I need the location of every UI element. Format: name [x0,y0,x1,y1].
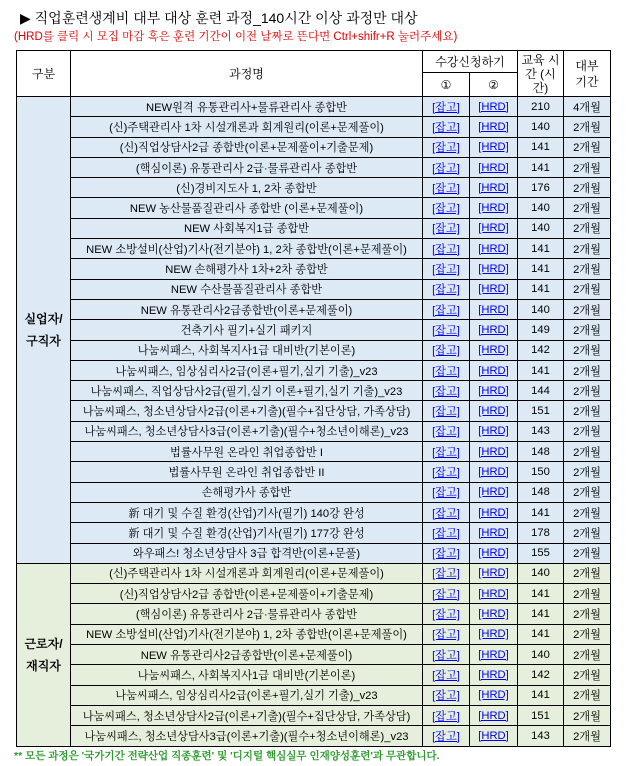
jobgo-cell [423,705,470,725]
hrd-cell [470,198,518,218]
course-hours: 140 [518,563,564,583]
jobgo-link[interactable]: [잡고] [432,345,460,358]
hrd-cell [470,360,518,380]
jobgo-cell [423,502,470,522]
course-hours: 141 [518,360,564,380]
table-row [17,320,611,340]
course-name: 와우패스! 청소년상담사 3급 합격반(이론+문풀) [71,543,423,563]
table-row [17,624,611,644]
jobgo-link[interactable]: [잡고] [432,406,460,419]
hrd-cell [470,482,518,502]
hrd-cell [470,604,518,624]
jobgo-link[interactable]: [잡고] [432,142,460,155]
jobgo-cell [423,239,470,259]
course-hours: 143 [518,421,564,441]
hrd-link[interactable]: [HRD] [478,283,509,296]
course-hours: 140 [518,299,564,319]
hrd-link[interactable]: [HRD] [478,344,509,357]
jobgo-cell [423,381,470,401]
course-hours: 141 [518,502,564,522]
course-name: (핵심이론) 유통관리사 2급·물류관리사 종합반 [71,604,423,624]
jobgo-cell [423,482,470,502]
course-name: NEW 유통관리사2급종합반(이론+문제풀이) [71,299,423,319]
jobgo-link[interactable]: [잡고] [432,690,460,703]
hrd-link[interactable]: [HRD] [478,263,509,276]
course-hours: 140 [518,645,564,665]
course-hours: 210 [518,97,564,117]
hrd-cell [470,665,518,685]
jobgo-cell [423,320,470,340]
loan-period: 2개월 [564,563,611,583]
table-row [17,665,611,685]
jobgo-link[interactable]: [잡고] [432,466,460,479]
header-course: 과정명 [71,51,423,97]
loan-period: 2개월 [564,705,611,725]
course-name: NEW 소방설비(산업)기사(전기분야) 1, 2차 종합반(이론+문제풀이) [71,239,423,259]
jobgo-link[interactable]: [잡고] [432,730,460,743]
jobgo-link[interactable]: [잡고] [432,162,460,175]
course-name: (신)주택관리사 1차 시설개론과 회계원리(이론+문제풀이) [71,117,423,137]
refresh-notice: (HRD를 클릭 시 모집 마감 혹은 훈련 기간이 이전 날짜로 뜬다면 Ctrl+shifr+R 눌러주세요) [14,31,458,43]
hrd-link[interactable]: [HRD] [478,729,509,742]
course-name: 손해평가사 종합반 [71,482,423,502]
course-hours: 141 [518,157,564,177]
hrd-cell [470,645,518,665]
table-row [17,502,611,522]
jobgo-link[interactable]: [잡고] [432,710,460,723]
hrd-link[interactable]: [HRD] [478,689,509,702]
course-hours: 141 [518,584,564,604]
hrd-cell [470,421,518,441]
jobgo-cell [423,360,470,380]
course-hours: 141 [518,624,564,644]
table-row [17,543,611,563]
jobgo-cell [423,97,470,117]
table-row [17,97,611,117]
jobgo-cell [423,218,470,238]
jobgo-cell [423,665,470,685]
course-hours: 150 [518,462,564,482]
jobgo-link[interactable]: [잡고] [432,121,460,134]
loan-period: 2개월 [564,381,611,401]
hrd-link[interactable]: [HRD] [478,100,509,113]
loan-period: 2개월 [564,523,611,543]
loan-period: 2개월 [564,502,611,522]
table-row [17,178,611,198]
header-hours: 교육 시간 (시간) [518,51,564,97]
course-hours: 149 [518,320,564,340]
course-hours: 140 [518,117,564,137]
course-name: 나눔씨패스, 직업상담사2급(필기,실기 이론+필기,실기 기출)_v23 [71,381,423,401]
hrd-cell [470,178,518,198]
course-name: 나눔씨패스, 사회복지사1급 대비반(기본이론) [71,665,423,685]
loan-period: 2개월 [564,685,611,705]
jobgo-cell [423,178,470,198]
jobgo-cell [423,685,470,705]
hrd-link[interactable]: [HRD] [478,384,509,397]
hrd-cell [470,401,518,421]
hrd-cell [470,543,518,563]
hrd-cell [470,299,518,319]
table-row [17,401,611,421]
table-row [17,705,611,725]
hrd-link[interactable]: [HRD] [478,668,509,681]
loan-period: 2개월 [564,442,611,462]
jobgo-link[interactable]: [잡고] [432,669,460,682]
header-apply-2: ② [470,73,518,97]
hrd-cell [470,624,518,644]
hrd-cell [470,117,518,137]
jobgo-link[interactable]: [잡고] [432,182,460,195]
course-name: (신)경비지도사 1, 2차 종합반 [71,178,423,198]
course-name: (신)직업상담사2급 종합반(이론+문제풀이+기출문제) [71,137,423,157]
category-cell: 근로자/ 재직자 [17,563,71,746]
hrd-cell [470,381,518,401]
course-name: 新 대기 및 수질 환경(산업)기사(필기) 140강 완성 [71,502,423,522]
hrd-link[interactable]: [HRD] [478,222,509,235]
footer-note: ** 모든 과정은 '국가기간 전략산업 직종훈련' 및 '디지털 핵심실무 인재양성훈련'과 무관합니다. [14,750,440,762]
table-row [17,360,611,380]
jobgo-cell [423,259,470,279]
jobgo-cell [423,421,470,441]
header-category: 구분 [17,51,71,97]
loan-period: 2개월 [564,645,611,665]
loan-period: 2개월 [564,340,611,360]
jobgo-link[interactable]: [잡고] [432,284,460,297]
table-row [17,137,611,157]
course-name: 新 대기 및 수질 환경(산업)기사(필기) 177강 완성 [71,523,423,543]
jobgo-cell [423,726,470,746]
loan-period: 2개월 [564,543,611,563]
jobgo-link[interactable]: [잡고] [432,365,460,378]
course-hours: 141 [518,137,564,157]
course-hours: 143 [518,726,564,746]
loan-period: 2개월 [564,421,611,441]
course-name: (핵심이론) 유통관리사 2급·물류관리사 종합반 [71,157,423,177]
hrd-link[interactable]: [HRD] [478,323,509,336]
jobgo-link[interactable]: [잡고] [432,527,460,540]
jobgo-link[interactable]: [잡고] [432,588,460,601]
course-hours: 141 [518,279,564,299]
course-hours: 141 [518,604,564,624]
loan-period: 2개월 [564,401,611,421]
jobgo-cell [423,137,470,157]
hrd-link[interactable]: [HRD] [478,587,509,600]
table-row [17,198,611,218]
hrd-cell [470,259,518,279]
jobgo-cell [423,117,470,137]
course-hours: 144 [518,381,564,401]
jobgo-cell [423,584,470,604]
hrd-cell [470,239,518,259]
jobgo-link[interactable]: [잡고] [432,385,460,398]
hrd-cell [470,340,518,360]
jobgo-link[interactable]: [잡고] [432,568,460,581]
jobgo-cell [423,462,470,482]
hrd-cell [470,97,518,117]
loan-period: 2개월 [564,320,611,340]
hrd-link[interactable]: [HRD] [478,202,509,215]
table-row [17,685,611,705]
jobgo-cell [423,198,470,218]
course-hours: 142 [518,340,564,360]
jobgo-link[interactable]: [잡고] [432,264,460,277]
course-name: 나눔씨패스, 청소년상담사2급(이론+기출)(필수+집단상담, 가족상담) [71,705,423,725]
hrd-link[interactable]: [HRD] [478,445,509,458]
hrd-link[interactable]: [HRD] [478,120,509,133]
jobgo-cell [423,442,470,462]
loan-period: 2개월 [564,604,611,624]
loan-period: 2개월 [564,157,611,177]
loan-period: 2개월 [564,259,611,279]
loan-period: 2개월 [564,482,611,502]
course-name: 나눔씨패스, 임상심리사2급(이론+필기,실기 기출)_v23 [71,685,423,705]
course-name: 나눔씨패스, 청소년상담사3급(이론+기출)(필수+청소년이해론)_v23 [71,421,423,441]
hrd-cell [470,442,518,462]
loan-period: 2개월 [564,299,611,319]
table-row [17,279,611,299]
hrd-cell [470,685,518,705]
hrd-link[interactable]: [HRD] [478,181,509,194]
course-name: 나눔씨패스, 청소년상담사2급(이론+기출)(필수+집단상담, 가족상담) [71,401,423,421]
course-name: NEW 소방설비(산업)기사(전기분야) 1, 2차 종합반(이론+문제풀이) [71,624,423,644]
course-table [16,50,611,747]
course-hours: 141 [518,259,564,279]
course-hours: 148 [518,482,564,502]
course-name: NEW원격 유통관리사+물류관리사 종합반 [71,97,423,117]
header-period: 대부 기간 [564,51,611,97]
hrd-link[interactable]: [HRD] [478,425,509,438]
category-cell: 실업자/ 구직자 [17,97,71,564]
hrd-link[interactable]: [HRD] [478,709,509,722]
hrd-link[interactable]: [HRD] [478,547,509,560]
jobgo-cell [423,523,470,543]
hrd-cell [470,502,518,522]
course-hours: 148 [518,442,564,462]
loan-period: 2개월 [564,462,611,482]
jobgo-link[interactable]: [잡고] [432,203,460,216]
hrd-link[interactable]: [HRD] [478,628,509,641]
loan-period: 4개월 [564,97,611,117]
loan-period: 2개월 [564,198,611,218]
hrd-link[interactable]: [HRD] [478,364,509,377]
loan-period: 2개월 [564,178,611,198]
page-title: ▶ 직업훈련생계비 대부 대상 훈련 과정_140시간 이상 과정만 대상 [20,10,418,26]
hrd-cell [470,157,518,177]
loan-period: 2개월 [564,360,611,380]
course-name: NEW 사회복지1급 종합반 [71,218,423,238]
table-row [17,259,611,279]
loan-period: 2개월 [564,624,611,644]
hrd-link[interactable]: [HRD] [478,486,509,499]
table-row [17,157,611,177]
loan-period: 2개월 [564,726,611,746]
jobgo-cell [423,563,470,583]
course-name: 나눔씨패스, 임상심리사2급(이론+필기,실기 기출)_v23 [71,360,423,380]
loan-period: 2개월 [564,137,611,157]
course-hours: 140 [518,218,564,238]
hrd-cell [470,523,518,543]
jobgo-link[interactable]: [잡고] [432,548,460,561]
loan-period: 2개월 [564,117,611,137]
table-row [17,726,611,746]
loan-period: 2개월 [564,665,611,685]
table-row [17,381,611,401]
hrd-cell [470,584,518,604]
course-name: 건축기사 필기+실기 패키지 [71,320,423,340]
hrd-link[interactable]: [HRD] [478,608,509,621]
jobgo-link[interactable]: [잡고] [432,629,460,642]
header-apply: 수강신청하기 [423,51,518,73]
hrd-link[interactable]: [HRD] [478,567,509,580]
jobgo-cell [423,279,470,299]
table-row [17,239,611,259]
table-row [17,462,611,482]
jobgo-link[interactable]: [잡고] [432,487,460,500]
jobgo-cell [423,401,470,421]
course-hours: 155 [518,543,564,563]
table-row [17,645,611,665]
jobgo-cell [423,543,470,563]
table-row [17,117,611,137]
jobgo-cell [423,157,470,177]
jobgo-link[interactable]: [잡고] [432,609,460,622]
loan-period: 2개월 [564,584,611,604]
course-name: 법률사무원 온라인 취업종합반 II [71,462,423,482]
course-hours: 141 [518,685,564,705]
hrd-link[interactable]: [HRD] [478,506,509,519]
jobgo-cell [423,604,470,624]
table-row [17,421,611,441]
hrd-link[interactable]: [HRD] [478,303,509,316]
course-name: (신)직업상담사2급 종합반(이론+문제풀이+기출문제) [71,584,423,604]
course-name: NEW 유통관리사2급종합반(이론+문제풀이) [71,645,423,665]
loan-period: 2개월 [564,218,611,238]
course-hours: 141 [518,239,564,259]
loan-period: 2개월 [564,279,611,299]
hrd-cell [470,320,518,340]
jobgo-cell [423,624,470,644]
hrd-cell [470,218,518,238]
jobgo-link[interactable]: [잡고] [432,507,460,520]
jobgo-cell [423,340,470,360]
hrd-link[interactable]: [HRD] [478,242,509,255]
jobgo-link[interactable]: [잡고] [432,101,460,114]
course-name: 나눔씨패스, 청소년상담사3급(이론+기출)(필수+청소년이해론)_v23 [71,726,423,746]
course-hours: 142 [518,665,564,685]
table-row [17,523,611,543]
hrd-cell [470,563,518,583]
course-hours: 178 [518,523,564,543]
course-hours: 140 [518,198,564,218]
jobgo-link[interactable]: [잡고] [432,304,460,317]
jobgo-link[interactable]: [잡고] [432,649,460,662]
course-name: (신)주택관리사 1차 시설개론과 회계원리(이론+문제풀이) [71,563,423,583]
hrd-cell [470,705,518,725]
course-name: NEW 농산물품질관리사 종합반 (이론+문제풀이) [71,198,423,218]
hrd-cell [470,726,518,746]
hrd-cell [470,462,518,482]
hrd-link[interactable]: [HRD] [478,161,509,174]
jobgo-cell [423,299,470,319]
hrd-link[interactable]: [HRD] [478,648,509,661]
course-hours: 151 [518,401,564,421]
table-row [17,584,611,604]
hrd-link[interactable]: [HRD] [478,526,509,539]
jobgo-link[interactable]: [잡고] [432,426,460,439]
course-name: NEW 수산물품질관리사 종합반 [71,279,423,299]
table-row [17,340,611,360]
jobgo-link[interactable]: [잡고] [432,446,460,459]
hrd-cell [470,279,518,299]
course-hours: 151 [518,705,564,725]
hrd-link[interactable]: [HRD] [478,405,509,418]
table-row [17,218,611,238]
hrd-link[interactable]: [HRD] [478,465,509,478]
jobgo-cell [423,645,470,665]
course-name: NEW 손해평가사 1차+2차 종합반 [71,259,423,279]
table-row [17,563,611,583]
table-row [17,604,611,624]
header-apply-1: ① [423,73,470,97]
course-name: 법률사무원 온라인 취업종합반 I [71,442,423,462]
loan-period: 2개월 [564,239,611,259]
course-name: 나눔씨패스, 사회복지사1급 대비반(기본이론) [71,340,423,360]
course-hours: 176 [518,178,564,198]
hrd-link[interactable]: [HRD] [478,141,509,154]
table-row [17,482,611,502]
table-row [17,299,611,319]
jobgo-link[interactable]: [잡고] [432,243,460,256]
hrd-cell [470,137,518,157]
table-row [17,442,611,462]
jobgo-link[interactable]: [잡고] [432,324,460,337]
jobgo-link[interactable]: [잡고] [432,223,460,236]
